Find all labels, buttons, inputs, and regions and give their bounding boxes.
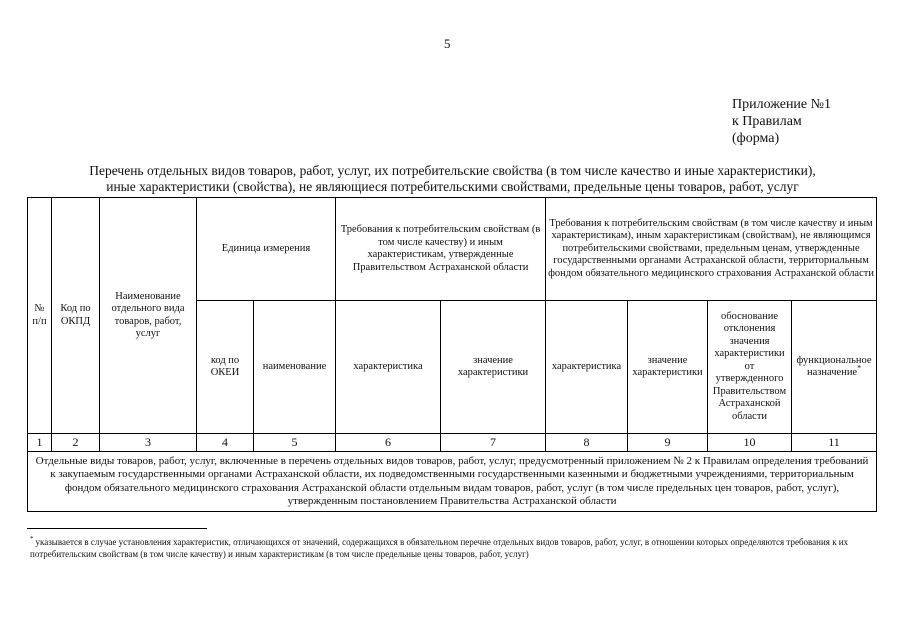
column-number: 9 bbox=[628, 434, 708, 452]
header-org-characteristic: характеристика bbox=[546, 301, 628, 434]
footnote-marker: * bbox=[857, 363, 862, 373]
column-number: 2 bbox=[52, 434, 100, 452]
header-org-purpose-label: функциональное назначение bbox=[796, 354, 872, 378]
column-number: 4 bbox=[197, 434, 254, 452]
footnote-text: указывается в случае установления характеристик, отличающихся от значений, содержащихся в обязательном перечне отдельных видов товаров, работ, услуг, в отношении которых определяются требования к их потребительским свойствам (в том числе качеству) и иным характеристикам (в том числе предельные цены товаров, работ, услуг) bbox=[30, 537, 849, 559]
column-number: 10 bbox=[708, 434, 792, 452]
header-org-justification: обоснование отклонения значения характеристики от утвержденного Правительством Астраханской области bbox=[708, 301, 792, 434]
header-organization-requirements: Требования к потребительским свойствам (в том числе качеству и иным характеристикам), иным характеристикам (свойствам), не являющимся потребительскими свойствами, предельным ценам, утвержденные государственными органами Астраханской области, территориальным фондом обязательного медицинского страхования Астраханской области bbox=[546, 198, 877, 301]
footnote-star: * bbox=[30, 535, 34, 543]
column-number: 6 bbox=[336, 434, 441, 452]
document-title-line-1: Перечень отдельных видов товаров, работ, услуг, их потребительские свойства (в том числе качество и иные характеристики), bbox=[89, 163, 816, 178]
appendix-line-2: к Правилам bbox=[732, 114, 802, 129]
appendix-line-1: Приложение №1 bbox=[732, 97, 831, 112]
column-number: 11 bbox=[792, 434, 877, 452]
column-number-row bbox=[28, 434, 877, 452]
section-row: Отдельные виды товаров, работ, услуг, включенные в перечень отдельных видов товаров, работ, услуг, предусмотренный приложением № 2 к Правилам определения требований к закупаемым государственными органами Астраханской области, их подведомственными государственными казенными и бюджетными учреждениями, территориальным фондом обязательного медицинского страхования Астраханской области отдельным видам товаров, работ, услуг (в том числе предельных цен товаров, работ, услуг), утвержденным постановлением Правительства Астраханской области bbox=[28, 452, 877, 512]
footnote-divider bbox=[27, 528, 207, 529]
column-number: 5 bbox=[254, 434, 336, 452]
header-unit-code: код по ОКЕИ bbox=[197, 301, 254, 434]
header-num: № п/п bbox=[28, 198, 52, 434]
requirements-table bbox=[27, 197, 877, 512]
column-number: 1 bbox=[28, 434, 52, 452]
footnote bbox=[30, 536, 880, 560]
header-unit-name: наименование bbox=[254, 301, 336, 434]
document-title bbox=[30, 163, 875, 195]
header-org-value: значение характеристики bbox=[628, 301, 708, 434]
column-number: 7 bbox=[441, 434, 546, 452]
header-okpd: Код по ОКПД bbox=[52, 198, 100, 434]
header-org-purpose bbox=[792, 301, 877, 434]
document-title-line-2: иные характеристики (свойства), не являющиеся потребительскими свойствами, предельные цены товаров, работ, услуг bbox=[106, 179, 799, 194]
header-gov-value: значение характеристики bbox=[441, 301, 546, 434]
header-government-requirements: Требования к потребительским свойствам (в том числе качеству) и иным характеристикам, утвержденные Правительством Астраханской области bbox=[336, 198, 546, 301]
header-gov-characteristic: характеристика bbox=[336, 301, 441, 434]
header-item-name: Наименование отдельного вида товаров, работ, услуг bbox=[100, 198, 197, 434]
column-number: 3 bbox=[100, 434, 197, 452]
column-number: 8 bbox=[546, 434, 628, 452]
page-number: 5 bbox=[444, 36, 451, 51]
header-unit-group: Единица измерения bbox=[197, 198, 336, 301]
appendix-block bbox=[732, 96, 831, 147]
appendix-line-3: (форма) bbox=[732, 131, 780, 146]
